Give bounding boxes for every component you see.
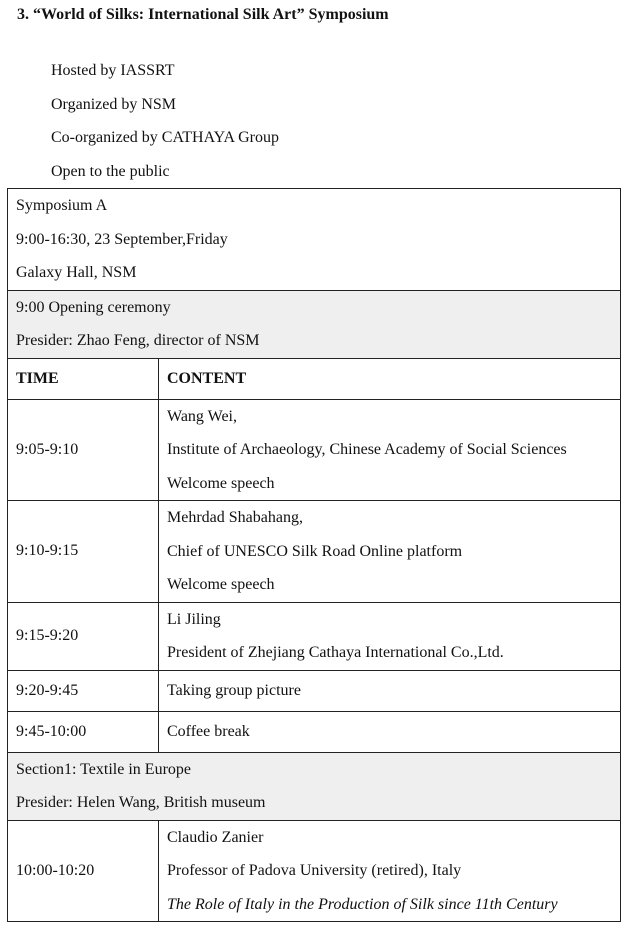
table-row	[8, 820, 621, 922]
row-content: Coffee break	[159, 711, 621, 752]
section-title: Section1: Textile in Europe	[16, 760, 191, 778]
table-row	[8, 501, 621, 603]
symposium-info-row	[8, 189, 621, 291]
row-time: 9:05-9:10	[8, 399, 159, 501]
row-time: 9:10-9:15	[8, 501, 159, 603]
speaker-name: Wang Wei,	[167, 407, 237, 425]
row-content	[159, 602, 621, 670]
intro-block	[51, 60, 279, 194]
opening-presider: Presider: Zhao Feng, director of NSM	[16, 332, 260, 349]
talk-title: Welcome speech	[167, 474, 275, 492]
speaker-name: Claudio Zanier	[167, 828, 264, 846]
row-time: 9:20-9:45	[8, 670, 159, 711]
row-time: 9:45-10:00	[8, 711, 159, 752]
speaker-affiliation: Institute of Archaeology, Chinese Academy of Social Sciences	[167, 441, 567, 458]
row-content	[159, 399, 621, 501]
time-header: TIME	[8, 358, 159, 399]
table-row	[8, 711, 621, 752]
symposium-time: 9:00-16:30, 23 September,Friday	[16, 230, 228, 248]
access-line: Open to the public	[51, 162, 170, 180]
symposium-venue: Galaxy Hall, NSM	[16, 264, 137, 281]
row-content: Taking group picture	[159, 670, 621, 711]
co-organizer-line: Co-organized by CATHAYA Group	[51, 129, 279, 146]
section-heading: 3. “World of Silks: International Silk Art” Symposium	[17, 6, 389, 23]
row-time: 9:15-9:20	[8, 602, 159, 670]
host-line: Hosted by IASSRT	[51, 62, 175, 79]
table-row	[8, 602, 621, 670]
organizer-line: Organized by NSM	[51, 95, 177, 113]
speaker-affiliation: President of Zhejiang Cathaya International Co.,Ltd.	[167, 644, 504, 661]
table-row	[8, 399, 621, 501]
speaker-name: Li Jiling	[167, 610, 221, 628]
section-presider: Presider: Helen Wang, British museum	[16, 794, 266, 811]
row-time: 10:00-10:20	[8, 820, 159, 922]
talk-title: The Role of Italy in the Production of Silk since 11th Century	[167, 895, 558, 913]
table-header-row	[8, 358, 621, 399]
row-content	[159, 820, 621, 922]
schedule-table	[7, 188, 621, 922]
speaker-affiliation: Chief of UNESCO Silk Road Online platform	[167, 542, 463, 560]
speaker-name: Mehrdad Shabahang,	[167, 509, 303, 526]
content-header: CONTENT	[159, 358, 621, 399]
speaker-affiliation: Professor of Padova University (retired), Italy	[167, 862, 462, 879]
section-row	[8, 752, 621, 820]
table-row	[8, 670, 621, 711]
opening-row	[8, 290, 621, 358]
talk-title: Welcome speech	[167, 576, 275, 593]
row-content	[159, 501, 621, 603]
symposium-name: Symposium A	[16, 197, 108, 214]
opening-line: 9:00 Opening ceremony	[16, 298, 171, 316]
